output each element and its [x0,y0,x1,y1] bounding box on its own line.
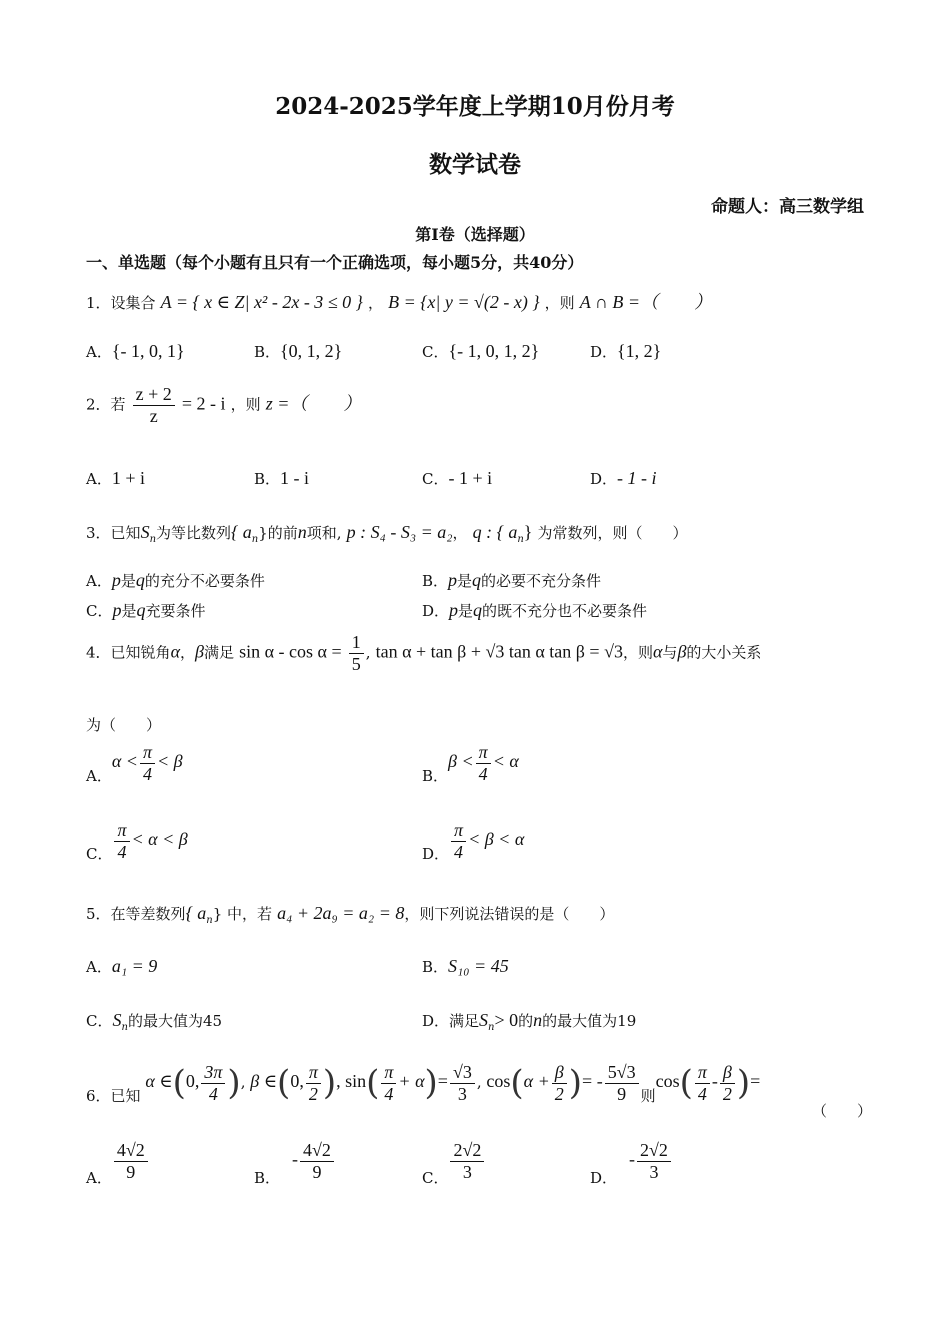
q6-option-c: C． $\frac{2√2}{3}$ [422,1140,486,1188]
exam-author: 命题人：高三数学组 [711,197,864,217]
q1-option-b: B．{0, 1, 2} [254,341,343,361]
set-a: A = { x ∈ Z| x² - 2x - 3 ≤ 0 } [160,292,363,312]
q3-option-b: B．p是q的必要不充分条件 [422,570,602,590]
q1-ask: A ∩ B =（ ） [579,292,713,312]
q3-q: q : { a [472,522,518,542]
q4-eq2: tan α + tan β + √3 tan α tan β = √3 [375,641,623,662]
q2-option-d: D．- 1 - i [590,468,657,488]
q5-option-d: D．满足$S_n> 0$的n的最大值为19 [422,1010,637,1033]
question-4: 4．已知锐角α，β满足 sin α - cos α = $\frac{1}{5}$ , tan α + tan β + √3 tan α tan β = √3，则α与β的大小关系 [86,632,762,674]
question-1: 1．设集合 A = { x ∈ Z| x² - 2x - 3 ≤ 0 } ， B = {x| y = √(2 - x) } ，则 A ∩ B =（ ） [86,292,713,312]
q1-option-d: D．{1, 2} [590,341,662,361]
question-5: 5．在等差数列{ $a_n$} 中，若 a₄ + 2a₉ = a₂ = 8，则下列说法错误的是（ ） [86,903,615,926]
exam-subject: 数学试卷 [429,151,521,178]
section-heading: 一、单选题（每个小题有且只有一个正确选项，每小题5分，共40分） [86,253,584,272]
part-heading: 第Ⅰ卷（选择题） [415,225,535,244]
q5-option-c: C．$S_n$的最大值为45 [86,1010,223,1033]
q2-option-a: A．1 + i [86,468,145,488]
q4-fraction: $\frac{1}{5}$ [349,632,364,674]
q2-fraction: $\frac{z + 2}{z}$ [133,384,175,426]
question-2: 2．若 $\frac{z + 2}{z}$ = 2 - i ，则 z =（ ） [86,384,362,426]
question-6: 6．已知 α ∈(0, $\frac{3\pi}{4}$ ), β ∈(0, $\frac{\pi}{2}$ ), sin( $\frac{\pi}{4}$ + α)= $\frac{√3}{3}$ , cos(α + $\frac{\beta}{2}$ )= - $\frac{5√3}{9}$ 则cos( $\frac{\pi}{4}$ - $\frac{\beta}{2}$ )= [86,1062,761,1106]
q5-eq: a₄ + 2a₉ = a₂ = 8 [277,903,405,923]
q1-option-a: A．{- 1, 0, 1} [86,341,185,361]
q6-option-a: A． $\frac{4√2}{9}$ [86,1140,150,1188]
q3-option-a: A．p是q的充分不必要条件 [86,570,265,590]
question-3: 3．已知$S_n$为等比数列{ $a_n$}的前n项和, p : S₄ - S₃ = a₂， q : { $a_n$} 为常数列，则（ ） [86,522,688,545]
q5-option-b: B．S₁₀ = 45 [422,956,509,976]
q2-option-b: B．1 - i [254,468,310,488]
q4-option-a: A．α < $\frac{\pi}{4}$ < β [86,742,183,786]
q4-continuation: 为（ ） [86,716,162,734]
q5-option-a: A．a₁ = 9 [86,956,158,976]
q6-option-b: B．- $\frac{4√2}{9}$ [254,1140,336,1188]
q4-option-c: C． $\frac{\pi}{4}$ < α < β [86,820,188,864]
q4-option-b: B．β < $\frac{\pi}{4}$ < α [422,742,519,786]
q2-option-c: C．- 1 + i [422,468,493,488]
q1-option-c: C．{- 1, 0, 1, 2} [422,341,540,361]
q6-answer-paren: （ ） [812,1102,873,1120]
q6-option-d: D．- $\frac{2√2}{3}$ [590,1140,673,1188]
exam-title: 2024-2025学年度上学期10月份月考 [275,93,675,120]
q3-option-c: C．p是q充要条件 [86,600,206,620]
q4-option-d: D． $\frac{\pi}{4}$ < β < α [422,820,525,864]
set-b: B = {x| y = √(2 - x) } [388,292,540,312]
q3-p: p : S₄ - S₃ = a₂ [346,522,453,542]
q3-option-d: D．p是q的既不充分也不必要条件 [422,600,648,620]
